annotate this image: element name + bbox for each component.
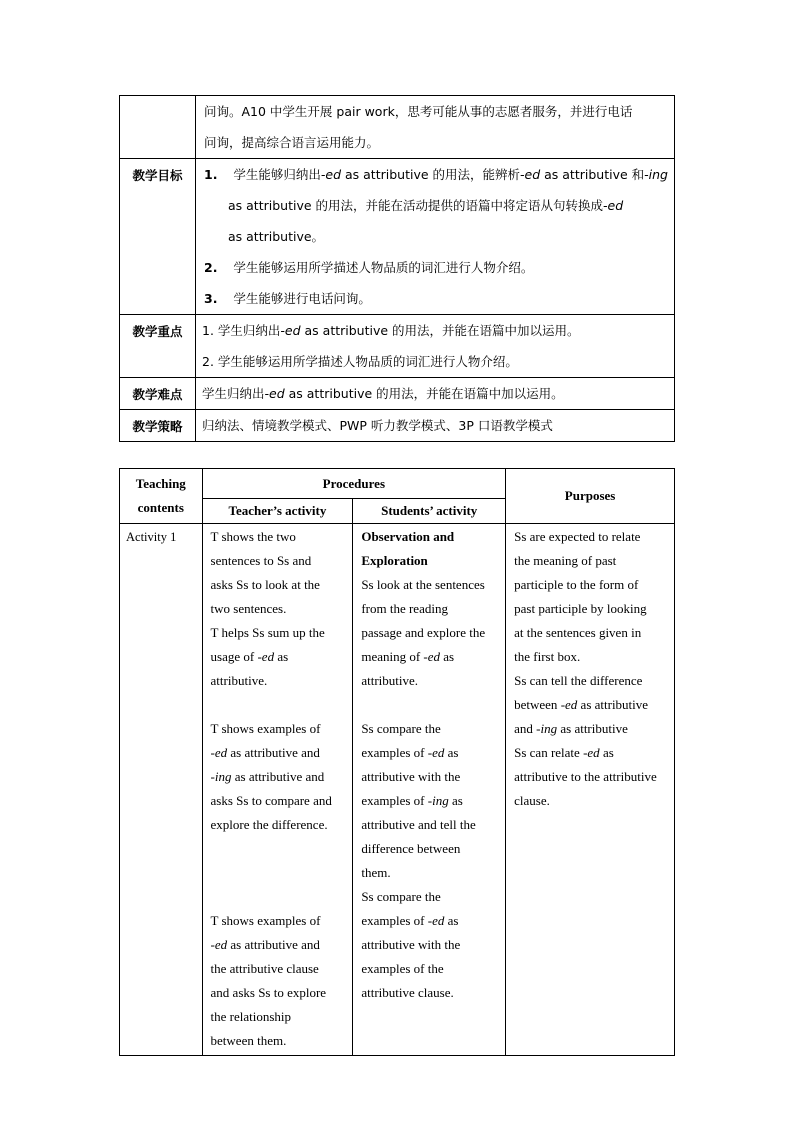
text: as attributive 的用法，能辨析 <box>341 167 521 182</box>
italic-text: -ed <box>280 323 301 338</box>
goal-item-1-line-2 <box>204 190 668 221</box>
italic-text: -ed <box>264 386 285 401</box>
text-line: 问询，提高综合语言运用能力。 <box>204 135 380 150</box>
italic-text: -ed <box>520 167 541 182</box>
text: as <box>444 913 459 928</box>
text: as attributive 的用法，并能在语篇中加以运用。 <box>300 323 580 338</box>
list-number: 1. <box>204 167 218 182</box>
goals-label: 教学目标 <box>132 168 183 183</box>
spacer <box>211 861 345 885</box>
text-line: them. <box>361 865 391 880</box>
purposes-header: Purposes <box>506 469 675 524</box>
difficulty-label: 教学难点 <box>132 387 183 402</box>
text: as <box>440 649 455 664</box>
text-line: from the reading <box>361 601 448 616</box>
text-line <box>514 741 666 765</box>
italic-text: -ing <box>536 721 558 736</box>
text-line: T helps Ss sum up the <box>210 625 325 640</box>
empty-label-cell <box>120 96 196 159</box>
text-line <box>361 789 497 813</box>
text-line: at the sentences given in <box>514 625 642 640</box>
text-line: sentences to Ss and <box>210 553 312 568</box>
text-line <box>361 909 497 933</box>
strategy-cell <box>196 410 675 442</box>
table-row <box>120 524 675 1056</box>
text: between <box>514 697 561 712</box>
teacher-activity-header: Teacher’s activity <box>202 499 353 524</box>
header-text: contents <box>137 500 184 515</box>
text: as <box>448 793 463 808</box>
section-heading: Observation and <box>361 529 455 544</box>
key-item-1 <box>202 315 668 346</box>
row-label <box>120 315 196 378</box>
italic-text: -ed <box>427 913 445 928</box>
goal-item-1-line-3: as attributive。 <box>228 229 325 244</box>
text-line: asks Ss to compare and <box>210 793 332 808</box>
text-line <box>211 645 345 669</box>
text-line: attributive. <box>210 673 268 688</box>
teacher-activity-cell <box>202 524 353 1056</box>
text: 学生能够进行电话问询。 <box>233 291 371 306</box>
row-label <box>120 410 196 442</box>
key-points-cell <box>196 315 675 378</box>
text-line: attributive and tell the <box>361 817 476 832</box>
text-line: Ss compare the <box>361 889 441 904</box>
goal-item-2 <box>204 252 668 283</box>
row-label <box>120 378 196 410</box>
list-number: 2. <box>204 260 218 275</box>
italic-text: -ing <box>644 167 668 182</box>
text-line: Ss are expected to relate <box>514 529 641 544</box>
text-line: explore the difference. <box>210 817 328 832</box>
text: as <box>274 649 289 664</box>
teaching-contents-header <box>120 469 203 524</box>
text: examples of <box>361 793 428 808</box>
text-line: Ss can tell the difference <box>514 673 643 688</box>
text-line <box>211 741 345 765</box>
table-row <box>120 159 675 315</box>
text-line: past participle by looking <box>514 601 647 616</box>
italic-text: -ed <box>210 937 228 952</box>
text: as attributive 和 <box>540 167 645 182</box>
text-line: difference between <box>361 841 461 856</box>
spacer <box>361 693 497 717</box>
row-label <box>120 159 196 315</box>
key-item-2: 2. 学生能够运用所学描述人物品质的词汇进行人物介绍。 <box>202 354 518 369</box>
text: examples of <box>361 745 428 760</box>
italic-text: -ed <box>320 167 342 182</box>
text-line: T shows the two <box>210 529 296 544</box>
text-line: passage and explore the <box>361 625 486 640</box>
text-line: clause. <box>514 793 550 808</box>
text: as <box>444 745 459 760</box>
text: as attributive and <box>231 769 325 784</box>
text: as attributive 的用法，并能在语篇中加以运用。 <box>284 386 564 401</box>
section-heading: Exploration <box>361 553 428 568</box>
difficulty-text <box>202 378 668 409</box>
italic-text: -ed <box>427 745 445 760</box>
continued-text-cell <box>196 96 675 159</box>
text-line: between them. <box>210 1033 287 1048</box>
text: as attributive and <box>227 745 320 760</box>
italic-text: -ed <box>210 745 228 760</box>
italic-text: -ed <box>423 649 441 664</box>
italic-text: -ed <box>583 745 600 760</box>
students-activity-cell <box>353 524 506 1056</box>
activity-label <box>120 524 203 1056</box>
difficulty-cell <box>196 378 675 410</box>
text-line: the first box. <box>514 649 581 664</box>
strategy-text: 归纳法、情境教学模式、PWP 听力教学模式、3P 口语教学模式 <box>202 418 553 433</box>
table-row <box>120 378 675 410</box>
goal-item-1 <box>204 159 668 190</box>
goal-item-3 <box>204 283 668 314</box>
italic-text: -ed <box>257 649 275 664</box>
text-line: 问询。A10 中学生开展 pair work，思考可能从事的志愿者服务，并进行电话 <box>204 104 633 119</box>
text: meaning of <box>361 649 424 664</box>
table-row <box>120 96 675 159</box>
text-line <box>361 645 497 669</box>
activity-name: Activity 1 <box>126 530 177 544</box>
text-line: and asks Ss to explore <box>210 985 327 1000</box>
text: as attributive <box>557 721 628 736</box>
text-line <box>514 717 666 741</box>
key-points-label: 教学重点 <box>132 324 183 339</box>
text-line: attributive. <box>361 673 419 688</box>
text: 学生能够运用所学描述人物品质的词汇进行人物介绍。 <box>233 260 534 275</box>
text-line: two sentences. <box>210 601 287 616</box>
text-line: the relationship <box>210 1009 292 1024</box>
text: as attributive <box>577 697 649 712</box>
text: 学生能够归纳出 <box>233 167 321 182</box>
table-row <box>120 410 675 442</box>
strategy-label: 教学策略 <box>132 419 183 434</box>
spacer <box>211 693 345 717</box>
text-line: T shows examples of <box>210 913 321 928</box>
header-row <box>120 469 675 499</box>
text: usage of <box>210 649 258 664</box>
text: examples of <box>361 913 428 928</box>
text-line <box>514 693 666 717</box>
italic-text: -ed <box>603 198 624 213</box>
text: as <box>599 745 614 760</box>
purposes-cell <box>506 524 675 1056</box>
lesson-overview-table <box>119 95 675 442</box>
text-line: T shows examples of <box>210 721 321 736</box>
text: as attributive and <box>227 937 320 952</box>
procedures-table <box>119 468 675 1056</box>
spacer <box>211 885 345 909</box>
italic-text: -ed <box>560 697 578 712</box>
text-line <box>211 933 345 957</box>
text-line: participle to the form of <box>514 577 639 592</box>
table-row <box>120 315 675 378</box>
text: as attributive 的用法，并能在活动提供的语篇中将定语从句转换成 <box>228 198 604 213</box>
text-line: the meaning of past <box>514 553 617 568</box>
text-line: attributive with the <box>361 769 461 784</box>
text-line: asks Ss to look at the <box>210 577 320 592</box>
goals-cell <box>196 159 675 315</box>
text-line: attributive to the attributive <box>514 769 657 784</box>
text-line: examples of the <box>361 961 444 976</box>
text: 学生归纳出 <box>202 386 265 401</box>
text: Ss can relate <box>514 745 584 760</box>
text-line: attributive with the <box>361 937 461 952</box>
header-text: Teaching <box>135 476 186 491</box>
text: and <box>514 721 537 736</box>
text-line: attributive clause. <box>361 985 454 1000</box>
procedures-header: Procedures <box>202 469 506 499</box>
text-line: the attributive clause <box>210 961 319 976</box>
list-number: 3. <box>204 291 218 306</box>
italic-text: -ing <box>210 769 232 784</box>
text-line <box>361 741 497 765</box>
text-line <box>211 765 345 789</box>
text-line: Ss compare the <box>361 721 441 736</box>
italic-text: -ing <box>427 793 449 808</box>
students-activity-header: Students’ activity <box>353 499 506 524</box>
text: 1. 学生归纳出 <box>202 323 281 338</box>
spacer <box>211 837 345 861</box>
text-line: Ss look at the sentences <box>361 577 485 592</box>
